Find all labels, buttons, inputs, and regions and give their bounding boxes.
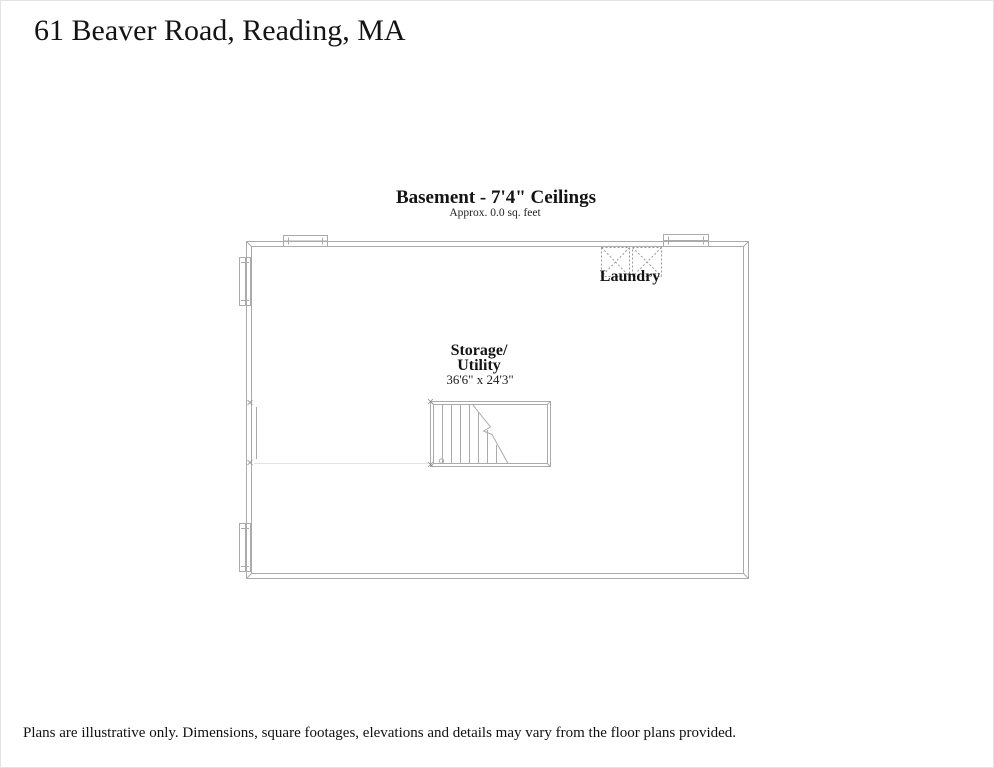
disclaimer-text: Plans are illustrative only. Dimensions, square footages, elevations and details may vary from the floor plans provided. [23, 725, 737, 741]
staircase [428, 399, 551, 467]
room-label-line2: Utility [457, 356, 501, 374]
window-icon [284, 236, 328, 247]
property-address-title: 61 Beaver Road, Reading, MA [34, 14, 406, 47]
floor-area-note: Approx. 0.0 sq. feet [449, 207, 541, 219]
floor-title: Basement - 7'4" Ceilings [395, 187, 597, 208]
room-label-laundry: Laundry [599, 268, 661, 285]
window-icon [240, 524, 251, 572]
room-label-storage-utility [451, 344, 508, 373]
window-icon [240, 258, 251, 306]
room-dimensions: 36'6" x 24'3" [446, 372, 514, 387]
exterior-walls [247, 242, 749, 579]
room-label-line1: Storage/ [450, 342, 508, 359]
window-icon [664, 235, 709, 247]
